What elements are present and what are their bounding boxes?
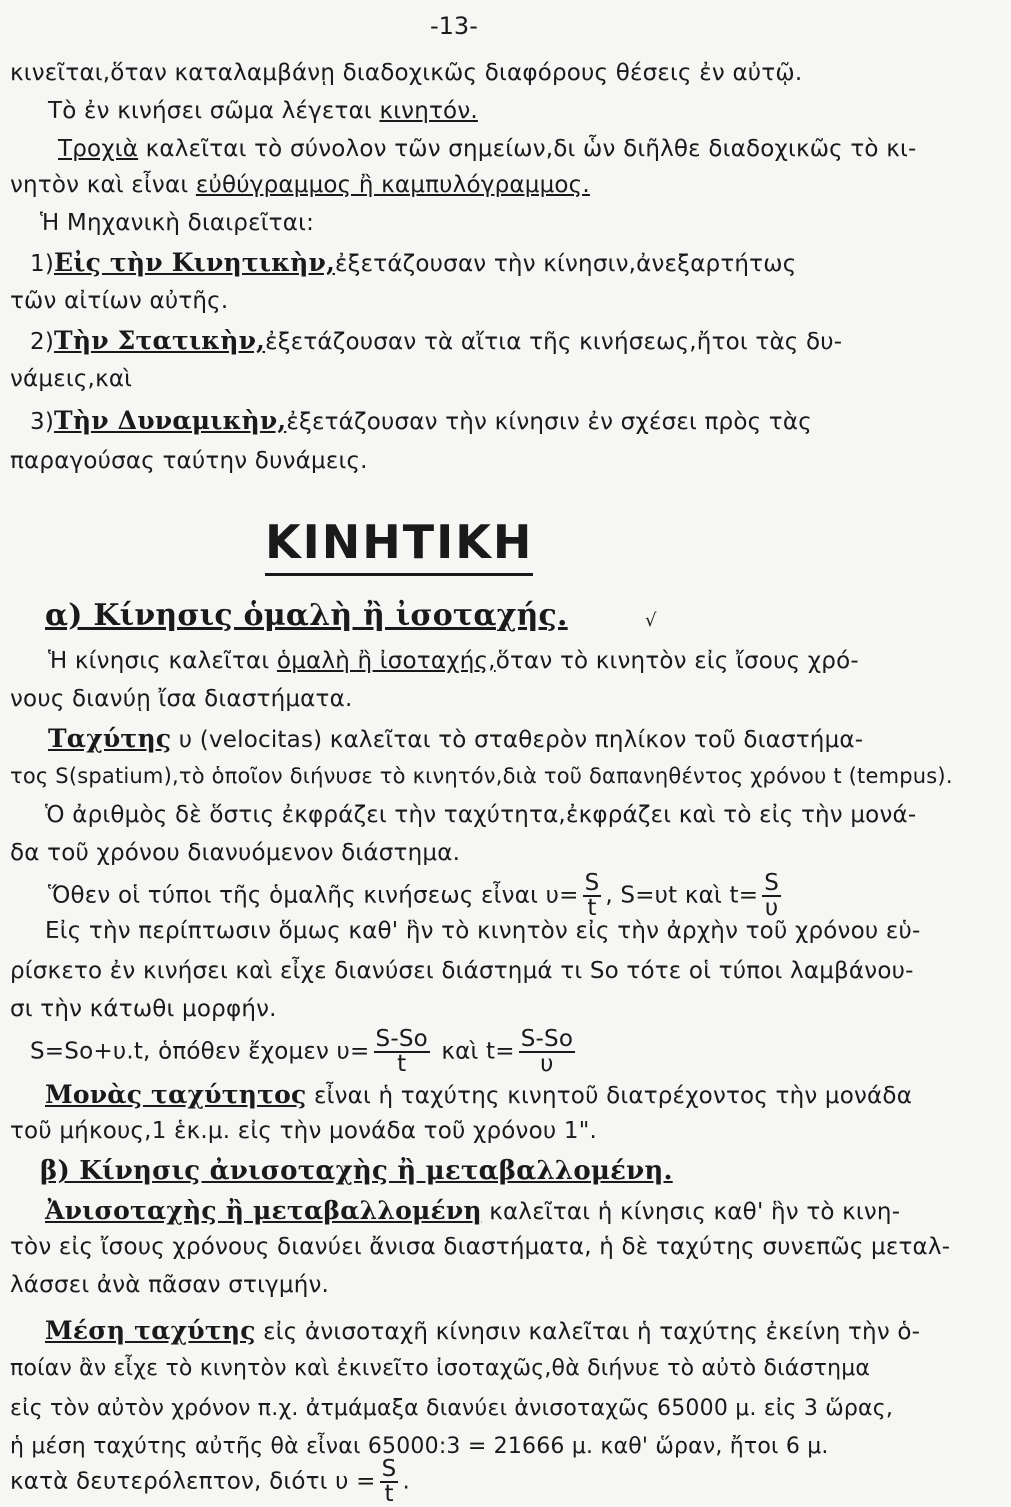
text-line: Ὁ ἀριθμὸς δὲ ὅστις ἐκφράζει τὴν ταχύτητα,ἐκφράζει καὶ τὸ εἰς τὴν μονά-: [45, 802, 917, 828]
text-line: ποίαν ἂν εἶχε τὸ κινητὸν καὶ ἐκινεῖτο ἰσοταχῶς,θὰ διήνυε τὸ αὐτὸ διάστημα: [10, 1356, 871, 1381]
text-line: Τροχιὰ καλεῖται τὸ σύνολον τῶν σημείων,δι ὧν διῆλθε διαδοχικῶς τὸ κι-: [58, 136, 917, 162]
formula-line: κατὰ δευτερόλεπτον, διότι υ = $\frac{S}{t}$ .: [10, 1456, 410, 1507]
text-line: Τὸ ἐν κινήσει σῶμα λέγεται κινητόν.: [48, 98, 478, 124]
text-line: τὸν εἰς ἴσους χρόνους διανύει ἄνισα διαστήματα, ἡ δὲ ταχύτης συνεπῶς μεταλ-: [10, 1234, 951, 1260]
fraction: $\frac{S}{t}$: [381, 1456, 397, 1507]
section-a-heading: α) Κίνησις ὁμαλὴ ἢ ἰσοταχής.: [45, 598, 568, 633]
fraction: $\frac{S}{\upsilon}$: [764, 870, 780, 921]
text-line: δα τοῦ χρόνου διανυόμενον διάστημα.: [10, 840, 461, 866]
section-b-heading: β) Κίνησις ἀνισοταχὴς ἢ μεταβαλλομένη.: [40, 1156, 673, 1186]
term-trochia: Τροχιὰ: [58, 136, 139, 162]
text-line: τος S(spatium),τὸ ὁποῖον διήνυσε τὸ κινητόν,διὰ τοῦ δαπανηθέντος χρόνου t (tempus).: [10, 764, 953, 788]
fraction: $\frac{S-So}{t}$: [375, 1026, 428, 1077]
term-statics: Τὴν Στατικὴν,: [54, 326, 266, 355]
text-line: Εἰς τὴν περίπτωσιν ὅμως καθ' ἣν τὸ κινητὸν εἰς τὴν ἀρχὴν τοῦ χρόνου εὑ-: [45, 918, 921, 944]
text-line: παραγούσας ταύτην δυνάμεις.: [10, 448, 368, 474]
term-dynamics: Τὴν Δυναμικὴν,: [54, 406, 287, 435]
term-kinetics: Εἰς τὴν Κινητικὴν,: [54, 248, 335, 277]
text-line: νάμεις,καὶ: [10, 366, 133, 392]
check-mark: √: [645, 610, 657, 631]
fraction: $\frac{S}{t}$: [584, 870, 600, 921]
formula-line: S=So+υ.t, ὁπόθεν ἔχομεν υ= $\frac{S-So}{t}$ καὶ t= $\frac{S-So}{\upsilon}$: [30, 1026, 574, 1077]
text-line: 3)Τὴν Δυναμικὴν,ἐξετάζουσαν τὴν κίνησιν ἐν σχέσει πρὸς τὰς: [30, 406, 812, 435]
text-line: Ταχύτης υ (velocitas) καλεῖται τὸ σταθερὸν πηλίκον τοῦ διαστήμα-: [48, 724, 864, 753]
text-line: νητὸν καὶ εἶναι εὐθύγραμμος ἢ καμπυλόγραμμος.: [10, 172, 590, 198]
text-line: τῶν αἰτίων αὐτῆς.: [10, 288, 229, 314]
text-line: Μονὰς ταχύτητος εἶναι ἡ ταχύτης κινητοῦ διατρέχοντος τὴν μονάδα: [45, 1080, 913, 1109]
text-line: Μέση ταχύτης εἰς ἀνισοταχῆ κίνησιν καλεῖται ἡ ταχύτης ἐκείνη τὴν ὁ-: [45, 1316, 921, 1345]
text-line: Ἡ κίνησις καλεῖται ὁμαλὴ ἢ ἰσοταχής,ὅταν τὸ κινητὸν εἰς ἴσους χρό-: [48, 648, 859, 674]
formula-line: Ὅθεν οἱ τύποι τῆς ὁμαλῆς κινήσεως εἶναι υ= $\frac{S}{t}$ , S=υt καὶ t= $\frac{S}{\upsilon}$: [48, 870, 780, 921]
text-line: κινεῖται,ὅταν καταλαμβάνῃ διαδοχικῶς διαφόρους θέσεις ἐν αὐτῷ.: [10, 60, 803, 86]
text-line: σι τὴν κάτωθι μορφήν.: [10, 996, 277, 1022]
chapter-title: ΚΙΝΗΤΙΚΗ: [265, 515, 533, 576]
text-line: νους διανύῃ ἴσα διαστήματα.: [10, 686, 353, 712]
text-line: εἰς τὸν αὐτὸν χρόνον π.χ. ἀτμάμαξα διανύει ἀνισοταχῶς 65000 μ. εἰς 3 ὥρας,: [10, 1396, 894, 1421]
term-kinetov: κινητόν.: [379, 98, 478, 124]
term-velocity: Ταχύτης: [48, 724, 172, 753]
text-line: 2)Τὴν Στατικὴν,ἐξετάζουσαν τὰ αἴτια τῆς κινήσεως,ἤτοι τὰς δυ-: [30, 326, 843, 355]
term-mean-speed: Μέση ταχύτης: [45, 1316, 256, 1345]
text-line: τοῦ μήκους,1 ἑκ.μ. εἰς τὴν μονάδα τοῦ χρόνου 1".: [10, 1118, 598, 1144]
text-line: Ἀνισοταχὴς ἢ μεταβαλλομένη καλεῖται ἡ κίνησις καθ' ἣν τὸ κινη-: [45, 1196, 901, 1225]
text-line: ἡ μέση ταχύτης αὐτῆς θὰ εἶναι 65000:3 = 21666 μ. καθ' ὥραν, ἤτοι 6 μ.: [10, 1434, 829, 1459]
text-line: λάσσει ἀνὰ πᾶσαν στιγμήν.: [10, 1272, 330, 1298]
text-line: ρίσκετο ἐν κινήσει καὶ εἶχε διανύσει διάστημά τι So τότε οἱ τύποι λαμβάνου-: [10, 958, 914, 984]
term-variable-motion: Ἀνισοταχὴς ἢ μεταβαλλομένη: [45, 1196, 482, 1225]
fraction: $\frac{S-So}{\upsilon}$: [520, 1026, 574, 1077]
term-trajectory: εὐθύγραμμος ἢ καμπυλόγραμμος.: [195, 172, 590, 198]
page-number: -13-: [430, 12, 478, 40]
text-line: Ἡ Μηχανικὴ διαιρεῖται:: [40, 210, 315, 236]
term-speed-unit: Μονὰς ταχύτητος: [45, 1080, 307, 1109]
text-line: 1)Εἰς τὴν Κινητικὴν,ἐξετάζουσαν τὴν κίνησιν,ἀνεξαρτήτως: [30, 248, 797, 277]
